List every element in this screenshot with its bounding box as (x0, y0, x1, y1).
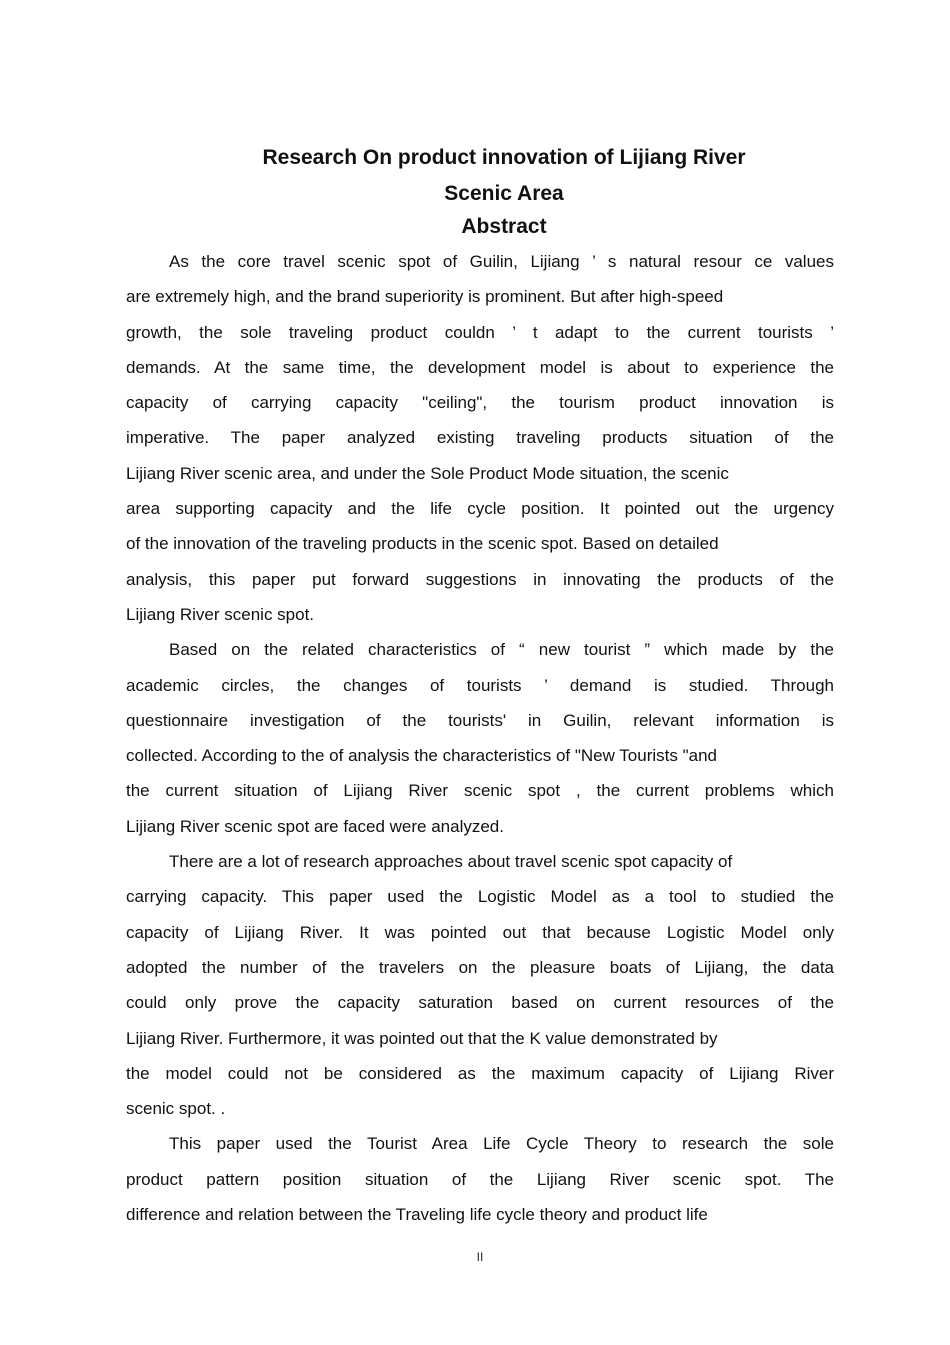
abstract-paragraph-2 (126, 632, 834, 844)
paragraph-line: There are a lot of research approaches about travel scenic spot capacity of (169, 852, 733, 872)
abstract-body (126, 244, 834, 1232)
paragraph-line: scenic spot. . (126, 1099, 226, 1119)
paragraph-line: adopted the number of the travelers on the pleasure boats of Lijiang, the data (126, 957, 834, 977)
paragraph-line: Lijiang River scenic spot. (126, 604, 315, 624)
paragraph-line: analysis, this paper put forward suggestions in innovating the products of the (126, 569, 834, 589)
paper-title-line-1: Research On product innovation of Lijiang River (262, 146, 746, 169)
paragraph-line: collected. According to the of analysis the characteristics of "New Tourists "and (126, 746, 717, 766)
paragraph-line: are extremely high, and the brand superiority is prominent. But after high-speed (126, 287, 724, 307)
paragraph-line: difference and relation between the Traveling life cycle theory and product life (126, 1205, 708, 1225)
paragraph-line: of the innovation of the traveling products in the scenic spot. Based on detailed (126, 534, 719, 554)
paragraph-line: product pattern position situation of the Lijiang River scenic spot. The (126, 1169, 834, 1189)
abstract-paragraph-3 (126, 844, 834, 1126)
paragraph-line: area supporting capacity and the life cycle position. It pointed out the urgency (126, 499, 834, 519)
paragraph-line: the current situation of Lijiang River scenic spot , the current problems which (126, 781, 834, 801)
abstract-heading: Abstract (461, 215, 547, 238)
paper-title-line-2: Scenic Area (444, 182, 564, 205)
paragraph-line: capacity of carrying capacity "ceiling", the tourism product innovation is (126, 393, 834, 413)
paragraph-line: could only prove the capacity saturation based on current resources of the (126, 993, 834, 1013)
paragraph-line: growth, the sole traveling product couldn ’ t adapt to the current tourists ’ (126, 322, 834, 342)
paragraph-line: Lijiang River scenic area, and under the Sole Product Mode situation, the scenic (126, 463, 729, 483)
paragraph-line: carrying capacity. This paper used the Logistic Model as a tool to studied the (126, 887, 834, 907)
paragraph-line: As the core travel scenic spot of Guilin, Lijiang ’ s natural resour ce values (169, 252, 834, 271)
paragraph-line: Lijiang River. Furthermore, it was pointed out that the K value demonstrated by (126, 1028, 718, 1048)
paragraph-line: demands. At the same time, the development model is about to experience the (126, 357, 834, 377)
abstract-paragraph-1 (126, 244, 834, 632)
paragraph-line: imperative. The paper analyzed existing traveling products situation of the (126, 428, 834, 448)
paragraph-line: academic circles, the changes of tourists ’ demand is studied. Through (126, 675, 834, 695)
paragraph-line: the model could not be considered as the maximum capacity of Lijiang River (126, 1063, 834, 1083)
paragraph-line: This paper used the Tourist Area Life Cycle Theory to research the sole (169, 1134, 834, 1154)
abstract-paragraph-4 (126, 1126, 834, 1232)
paragraph-line: questionnaire investigation of the tourists' in Guilin, relevant information is (126, 710, 834, 730)
paragraph-line: Based on the related characteristics of “ new tourist ” which made by the (169, 640, 834, 660)
paragraph-line: capacity of Lijiang River. It was pointed out that because Logistic Model only (126, 922, 834, 942)
page-number: II (476, 1250, 484, 1264)
paragraph-line: Lijiang River scenic spot are faced were analyzed. (126, 816, 504, 836)
